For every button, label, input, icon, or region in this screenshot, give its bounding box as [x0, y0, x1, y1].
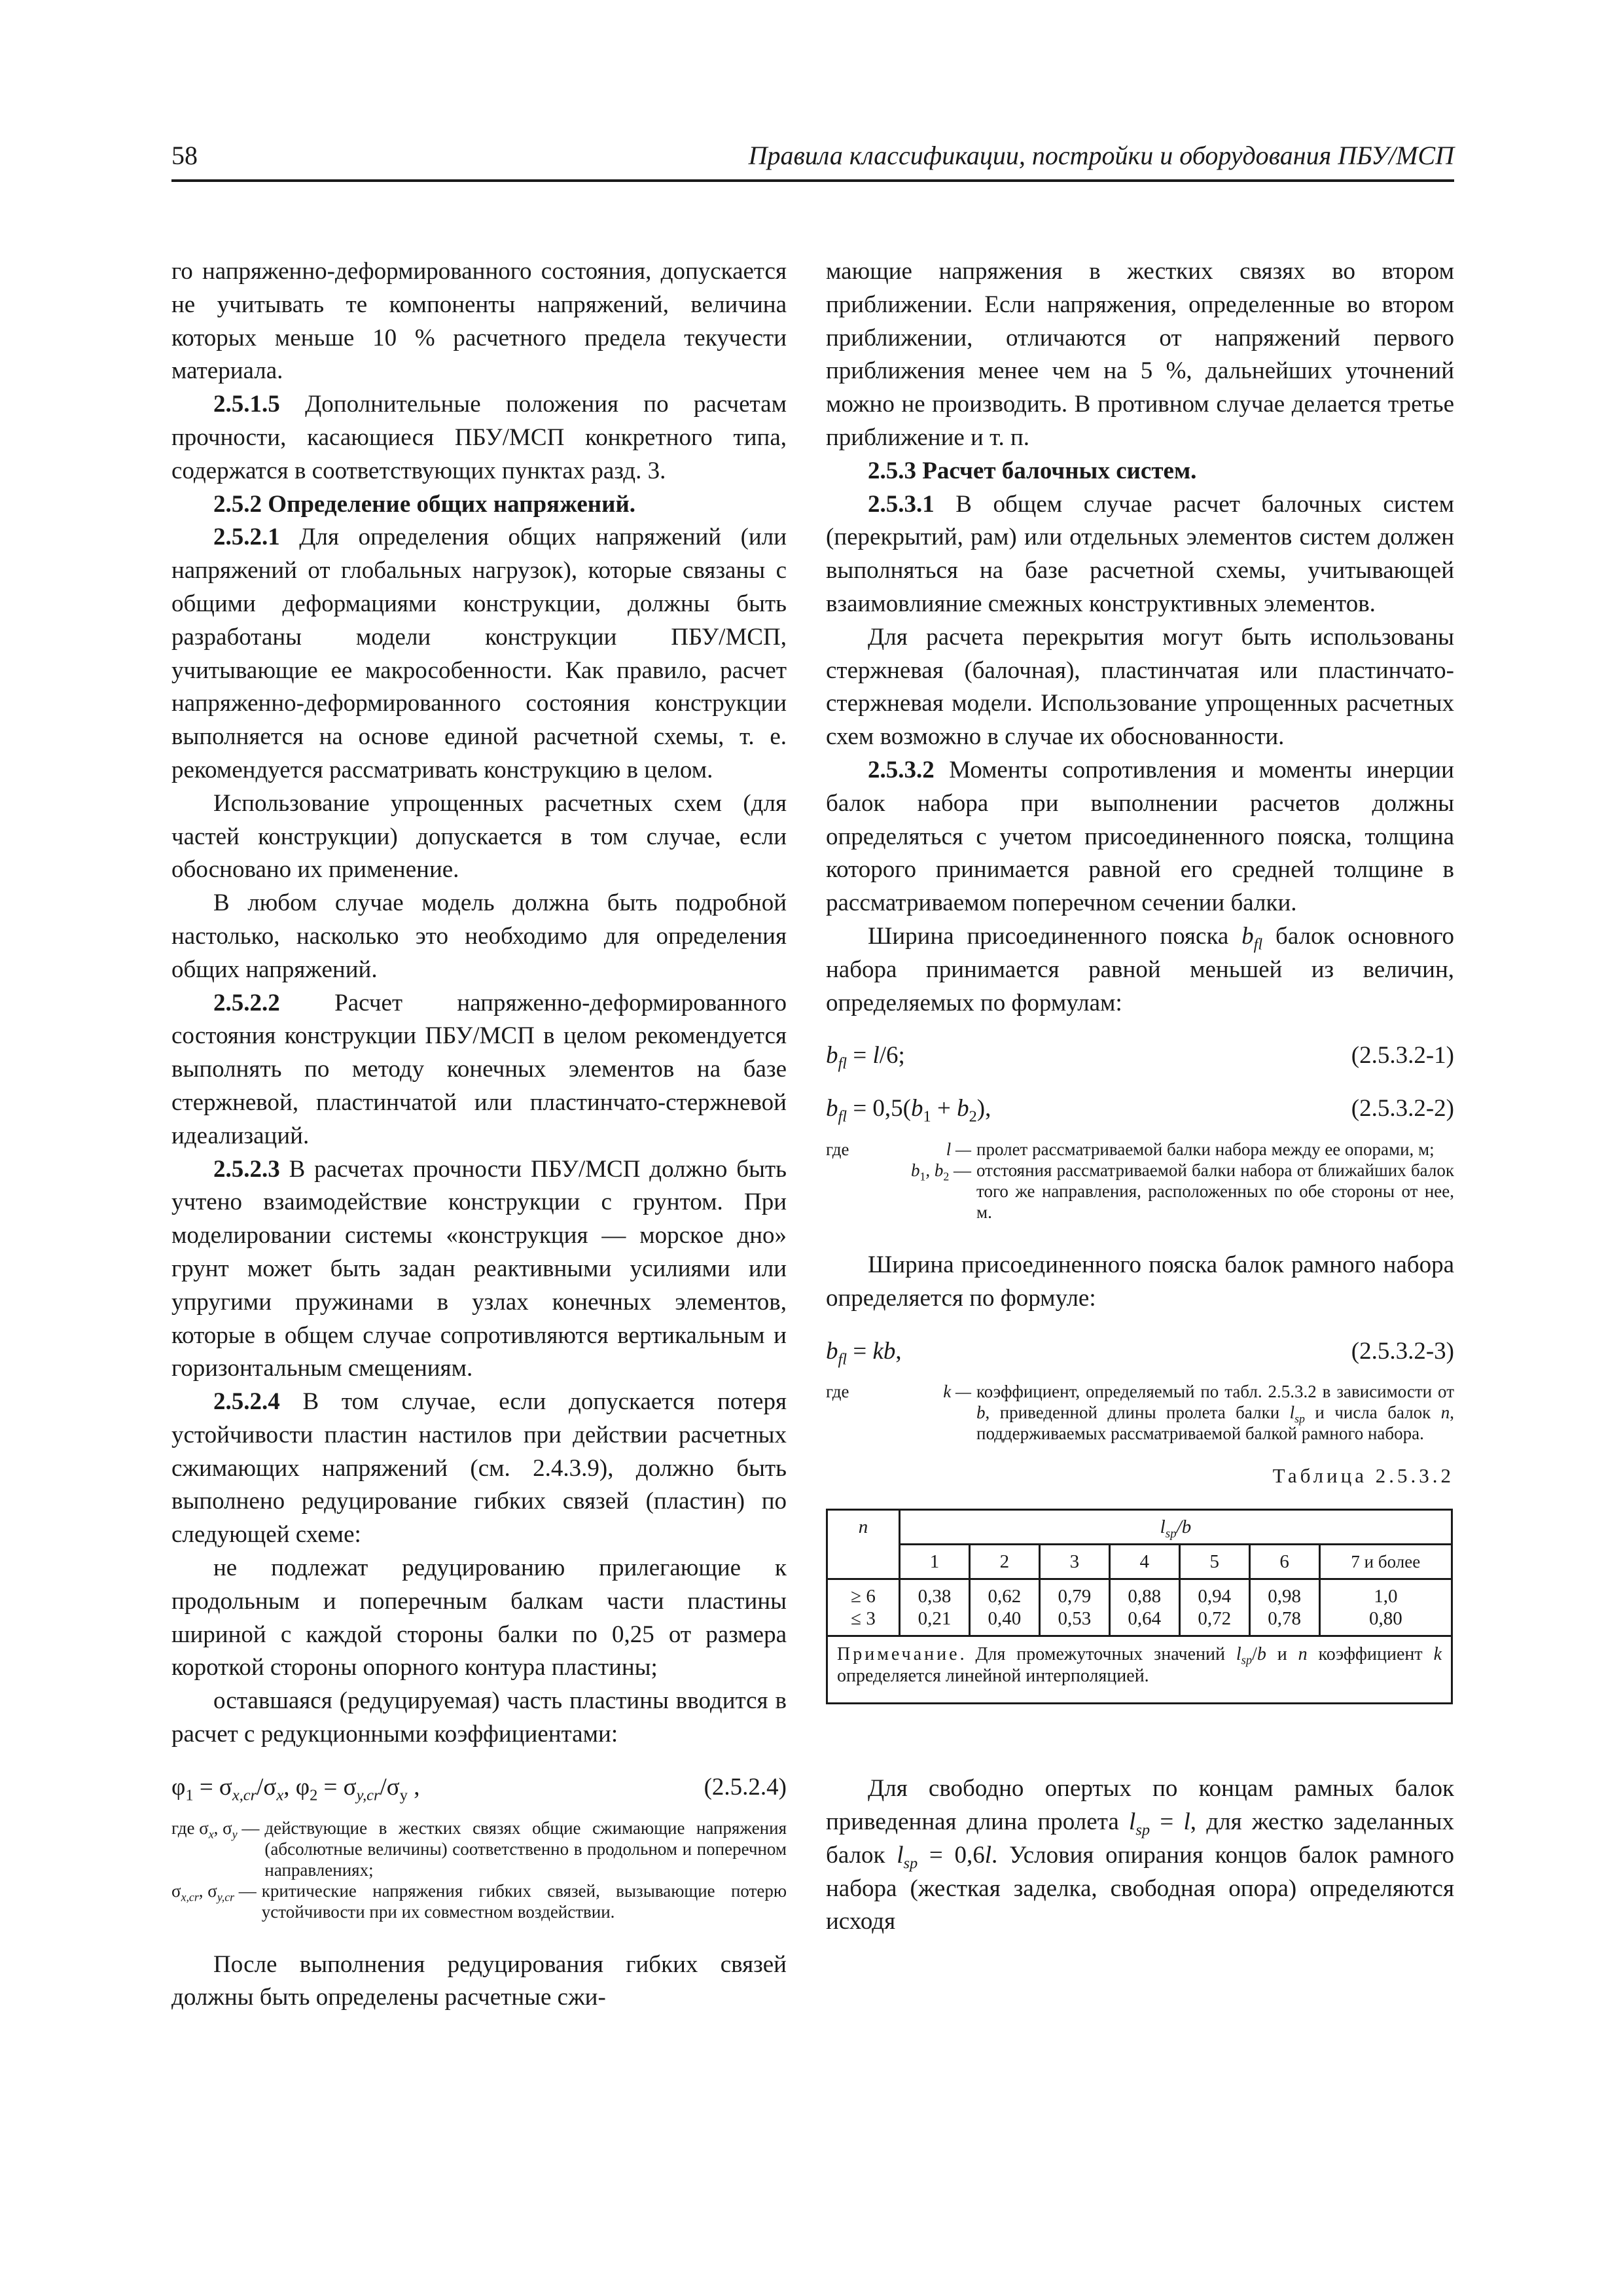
- formula-number: (2.5.3.2-1): [1351, 1042, 1454, 1069]
- table-caption: Таблица 2.5.3.2: [1272, 1464, 1454, 1488]
- legend-row-sigma-cr: [171, 1880, 787, 1922]
- paragraph-continued: го напряженно-деформированного состояния, допускается не учитывать те компоненты напряжений, величина которых меньше 10 % расчетного предела текучести материала.: [171, 258, 787, 385]
- table-cell: 1,0 0,80: [1319, 1579, 1452, 1636]
- row-label: ≥ 6 ≤ 3: [827, 1579, 900, 1636]
- paragraph-reduced-part: оставшаяся (редуцируемая) часть пластины вводится в расчет с редукционными коэффициентами:: [171, 1687, 787, 1748]
- header-col: 3: [1039, 1545, 1109, 1579]
- header-n: n: [827, 1510, 900, 1579]
- section-2-5-2-3: [171, 1153, 787, 1386]
- section-2-5-3-2: [826, 754, 1454, 920]
- table-cell: 0,62 0,40: [969, 1579, 1039, 1636]
- right-column: [826, 255, 1454, 1939]
- formula-2-5-2-4: [171, 1771, 787, 1804]
- header-col: 2: [969, 1545, 1039, 1579]
- table-subheader-row: [827, 1545, 1452, 1579]
- section-text: В том случае, если допускается потеря устойчивости пластин настилов при действии расчетных сжимающих напряжений (см. 2.4.3.9), должно быть выполнено редуцирование гибких связей (пластин) по следующей схеме:: [171, 1388, 787, 1549]
- formula-body: $\varphi_1 = \sigma_{x,cr}/\sigma_x$, $\varphi_2 = \sigma_{y,cr}/\sigma_y$ ,: [171, 1773, 420, 1804]
- section-number: 2.5.3.2: [868, 756, 935, 783]
- table-cell: 0,79 0,53: [1039, 1579, 1109, 1636]
- legend-text: коэффициент, определяемый по табл. 2.5.3.2 в зависимости от b, приведенной длины пролета балки $l_{sp}$ и числа балок n, поддерживаемых рассматриваемой балкой рамного набора.: [976, 1382, 1454, 1444]
- formula-number: (2.5.3.2-2): [1351, 1095, 1454, 1122]
- formula-body: $b_{fl}$ = kb,: [826, 1337, 902, 1368]
- table-note-row: [827, 1636, 1452, 1704]
- legend-where: где: [826, 1139, 849, 1159]
- legend-text: отстояния рассматриваемой балки набора от ближайших балок того же направления, расположенных по обе стороны от нее, м.: [976, 1160, 1454, 1222]
- section-number: 2.5.2.4: [213, 1388, 280, 1416]
- legend-symbol: k —: [943, 1382, 971, 1402]
- formula-body: $b_{fl} = 0,5(b_1 + b_2)$,: [826, 1095, 991, 1126]
- section-number: 2.5.2.1: [213, 524, 280, 551]
- formula-number: (2.5.3.2-3): [1351, 1337, 1454, 1365]
- section-2-5-2-4: [171, 1386, 787, 1552]
- paragraph-simplified-schemes: Использование упрощенных расчетных схем (для частей конструкции) допускается в том случае, если обосновано их применение.: [171, 789, 787, 884]
- section-2-5-2-2: [171, 987, 787, 1153]
- running-header: [171, 140, 1454, 182]
- header-lsp-b: $l_{sp}/b$: [900, 1510, 1452, 1545]
- table-cell: 0,98 0,78: [1249, 1579, 1319, 1636]
- paragraph-after-reduction: После выполнения редуцирования гибких связей должны быть определены расчетные сжи-: [171, 1950, 787, 2011]
- formula-body: $b_{fl} = l/6$;: [826, 1042, 905, 1073]
- paragraph-continued: мающие напряжения в жестких связях во втором приближении. Если напряжения, определенные во втором приближении, отличаются от напряжений первого приближения менее чем на 5 %, дальнейших уточнений можно не производить. В противном случае делается третье приближение и т. п.: [826, 258, 1454, 451]
- legend-where-empty: [826, 1160, 904, 1223]
- formula-2-5-3-2-2: [826, 1092, 1454, 1126]
- table-header-row: [827, 1510, 1452, 1545]
- paragraph-flange-width: Ширина присоединенного пояска $b_{fl}$ балок основного набора принимается равной меньшей из величин, определяемых по формулам:: [826, 922, 1454, 1016]
- formula-legend: [826, 1139, 1454, 1223]
- formula-legend: [171, 1818, 787, 1922]
- section-2-5-2-title: 2.5.2 Определение общих напряжений.: [213, 490, 636, 518]
- legend-text: пролет рассматриваемой балки набора между ее опорами, м;: [976, 1139, 1435, 1159]
- page-number: 58: [171, 141, 198, 170]
- section-number: 2.5.2.2: [213, 989, 280, 1016]
- section-2-5-2-1: [171, 521, 787, 787]
- header-col: 1: [900, 1545, 970, 1579]
- formula-legend: [826, 1381, 1454, 1444]
- legend-where: где: [826, 1382, 849, 1402]
- section-number: 2.5.1.5: [213, 391, 280, 418]
- paragraph-not-reduced: не подлежат редуцированию прилегающие к продольным и поперечным балкам части пластины шириной с каждой стороны балки по 0,25 от размера короткой стороны опорного контура пластины;: [171, 1554, 787, 1681]
- header-col: 7 и более: [1319, 1545, 1452, 1579]
- paragraph-model-detail: В любом случае модель должна быть подробной настолько, насколько это необходимо для определения общих напряжений.: [171, 889, 787, 983]
- section-text: В общем случае расчет балочных систем (перекрытий, рам) или отдельных элементов систем должен выполняться на базе расчетной схемы, учитывающей взаимовлияние смежных конструктивных элементов.: [826, 490, 1454, 617]
- paragraph-models: Для расчета перекрытия могут быть использованы стержневая (балочная), пластинчатая или пластинчато-стержневая модели. Использование упрощенных расчетных схем возможно в случае их обоснованности.: [826, 623, 1454, 751]
- legend-symbol: $\sigma_{x,cr}$, $\sigma_{y,cr}$ —: [171, 1880, 257, 1904]
- header-col: 5: [1179, 1545, 1249, 1579]
- table-cell: 0,88 0,64: [1109, 1579, 1179, 1636]
- table-row: [827, 1579, 1452, 1636]
- header-col: 4: [1109, 1545, 1179, 1579]
- legend-text: критические напряжения гибких связей, вызывающие потерю устойчивости при их совместном воздействии.: [261, 1880, 787, 1922]
- table-cell: 0,94 0,72: [1179, 1579, 1249, 1636]
- section-text: В расчетах прочности ПБУ/МСП должно быть учтено взаимодействие конструкции с грунтом. При моделировании системы «конструкция — морское дно» грунт может быть задан реактивными усилиями или упругими пружинами в узлах конечных элементов, которые в общем случае сопротивляются вертикальным и горизонтальным смещениям.: [171, 1155, 787, 1382]
- section-2-5-3-title: 2.5.3 Расчет балочных систем.: [868, 457, 1197, 484]
- left-column: [171, 255, 787, 2015]
- spacer: [826, 1704, 1454, 1772]
- table-note: Примечание. Для промежуточных значений $l_{sp}/b$ и n коэффициент k определяется линейной интерполяцией.: [827, 1636, 1452, 1704]
- paragraph-frame-flange-width: Ширина присоединенного пояска балок рамного набора определяется по формуле:: [826, 1251, 1454, 1312]
- coefficient-table: [826, 1509, 1453, 1704]
- section-number: 2.5.2.3: [213, 1155, 280, 1183]
- legend-symbol: где $\sigma_x$, $\sigma_y$ —: [171, 1818, 260, 1841]
- section-2-5-1-5: [171, 388, 787, 488]
- table-cell: 0,38 0,21: [900, 1579, 970, 1636]
- paragraph-reduced-span: Для свободно опертых по концам рамных балок приведенная длина пролета $l_{sp} = l$, для жестко заделанных балок $l_{sp} = 0,6l$. Условия опирания концов балок рамного набора (жесткая заделка, свободная опора) определяются исходя: [826, 1775, 1454, 1935]
- section-text: Расчет напряженно-деформированного состояния конструкции ПБУ/МСП в целом рекомендуется выполнять по методу конечных элементов на базе стержневой, пластинчатой или пластинчато-стержневой идеализаций.: [171, 989, 787, 1149]
- running-title: Правила классификации, постройки и оборудования ПБУ/МСП: [748, 141, 1454, 170]
- legend-row-sigma: [171, 1818, 787, 1880]
- formula-number: (2.5.2.4): [704, 1773, 787, 1801]
- section-number: 2.5.3.1: [868, 490, 935, 518]
- formula-2-5-3-2-3: [826, 1335, 1454, 1369]
- legend-text: действующие в жестких связях общие сжимающие напряжения (абсолютные величины) соответственно в продольном и поперечном направлениях;: [264, 1818, 787, 1880]
- formula-2-5-3-2-1: [826, 1039, 1454, 1073]
- header-col: 6: [1249, 1545, 1319, 1579]
- legend-symbol: l —: [946, 1139, 971, 1159]
- section-2-5-3-1: [826, 488, 1454, 621]
- legend-symbol: $b_1$, $b_2$ —: [910, 1160, 971, 1183]
- section-text: Дополнительные положения по расчетам прочности, касающиеся ПБУ/МСП конкретного типа, содержатся в соответствующих пунктах разд. 3.: [171, 391, 787, 484]
- section-text: Моменты сопротивления и моменты инерции балок набора при выполнении расчетов должны определяться с учетом присоединенного пояска, толщина которого принимается равной его средней толщине в рассматриваемом поперечном сечении балки.: [826, 756, 1454, 917]
- section-text: Для определения общих напряжений (или напряжений от глобальных нагрузок), которые связаны с общими деформациями конструкции, должны быть разработаны модели конструкции ПБУ/МСП, учитывающие ее макрособенности. Как правило, расчет напряженно-деформированного состояния конструкции выполняется на основе единой расчетной схемы, т. е. рекомендуется рассматривать конструкцию в целом.: [171, 524, 787, 783]
